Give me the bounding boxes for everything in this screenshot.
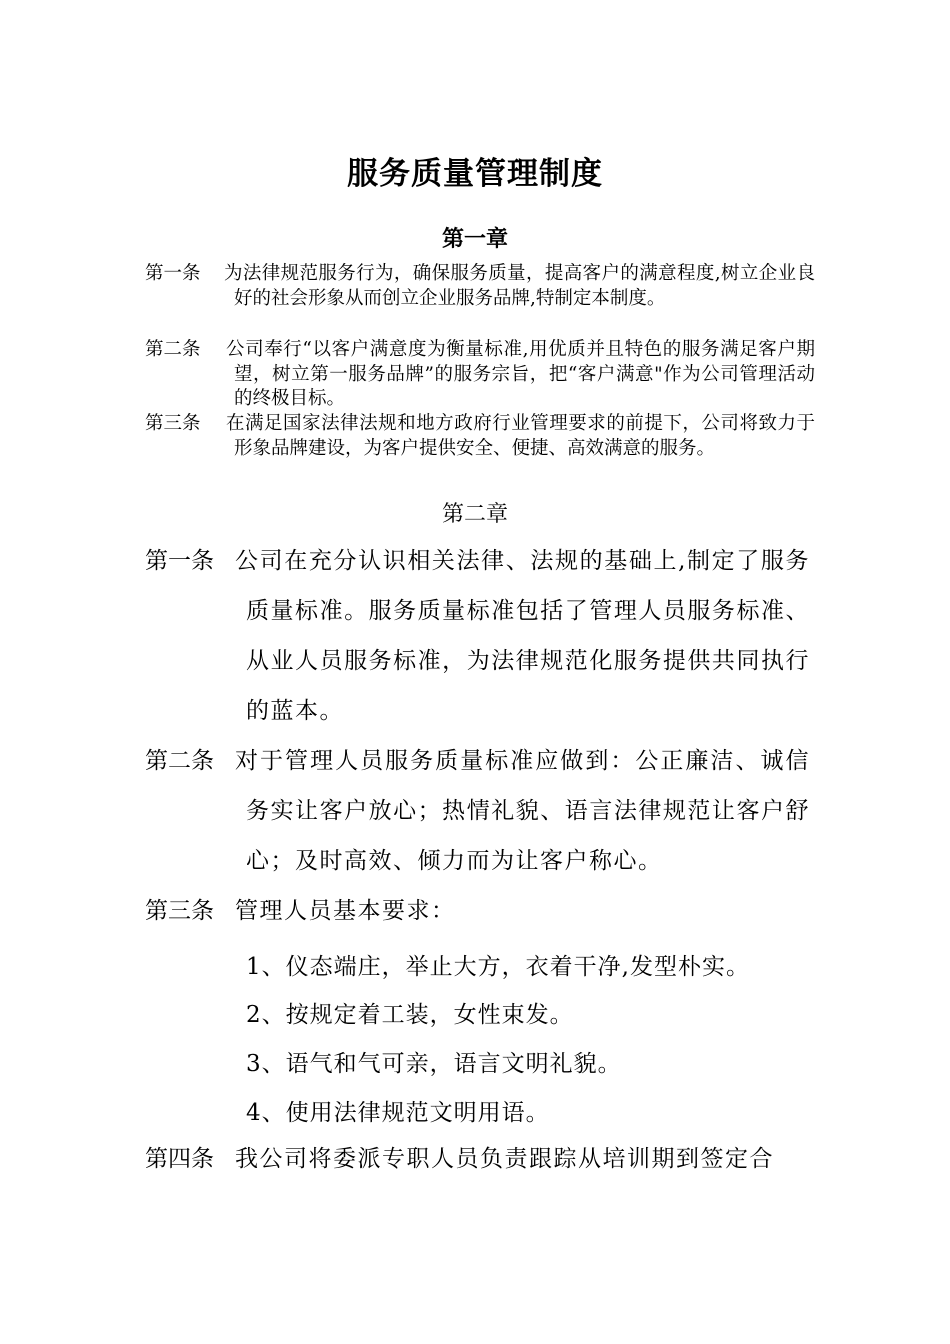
article-label: 第三条 [145,898,214,924]
chapter-2-heading: 第二章 [441,502,508,527]
article-label: 第二条 [145,339,201,360]
article-label: 第一条 [145,263,201,284]
chapter-1-heading: 第一章 [441,227,508,252]
requirement-item: 2、按规定着工装，女性束发。 [246,1002,574,1028]
article-text: 管理人员基本要求： [235,898,456,924]
chapter-1-article-2 [145,338,815,412]
chapter-2-article-3 [145,886,810,936]
article-text: 为法律规范服务行为，确保服务质量，提高客户的满意程度,树立企业良好的社会形象从而创立企业服务品牌,特制定本制度。 [224,263,815,309]
article-label: 第二条 [145,748,214,774]
chapter-2-article-4 [145,1134,810,1184]
chapter-1-article-3 [145,412,815,461]
document-title: 服务质量管理制度 [347,156,603,192]
article-text: 在满足国家法律法规和地方政府行业管理要求的前提下，公司将致力于形象品牌建设，为客户提供安全、便捷、高效满意的服务。 [226,413,815,459]
chapter-2-article-2 [145,736,810,886]
article-text: 公司奉行“以客户满意度为衡量标准,用优质并且特色的服务满足客户期望，树立第一服务品牌”的服务宗旨，把“客户满意"作为公司管理活动的终极目标。 [226,339,815,409]
article-text: 对于管理人员服务质量标准应做到：公正廉洁、诚信务实让客户放心；热情礼貌、语言法律规范让客户舒心；及时高效、倾力而为让客户称心。 [235,748,810,874]
requirement-item: 1、仪态端庄，举止大方，衣着干净,发型朴实。 [246,954,750,980]
article-label: 第一条 [145,548,214,574]
article-text: 公司在充分认识相关法律、法规的基础上,制定了服务质量标准。服务质量标准包括了管理人员服务标准、从业人员服务标准，为法律规范化服务提供共同执行的蓝本。 [235,548,810,724]
chapter-1-article-1 [145,262,815,311]
article-text: 我公司将委派专职人员负责跟踪从培训期到签定合 [235,1146,774,1172]
chapter-2-article-1 [145,536,810,736]
requirement-item: 4、使用法律规范文明用语。 [246,1100,550,1126]
requirement-item: 3、语气和气可亲，语言文明礼貌。 [246,1051,622,1077]
article-label: 第三条 [145,413,201,434]
article-label: 第四条 [145,1146,214,1172]
